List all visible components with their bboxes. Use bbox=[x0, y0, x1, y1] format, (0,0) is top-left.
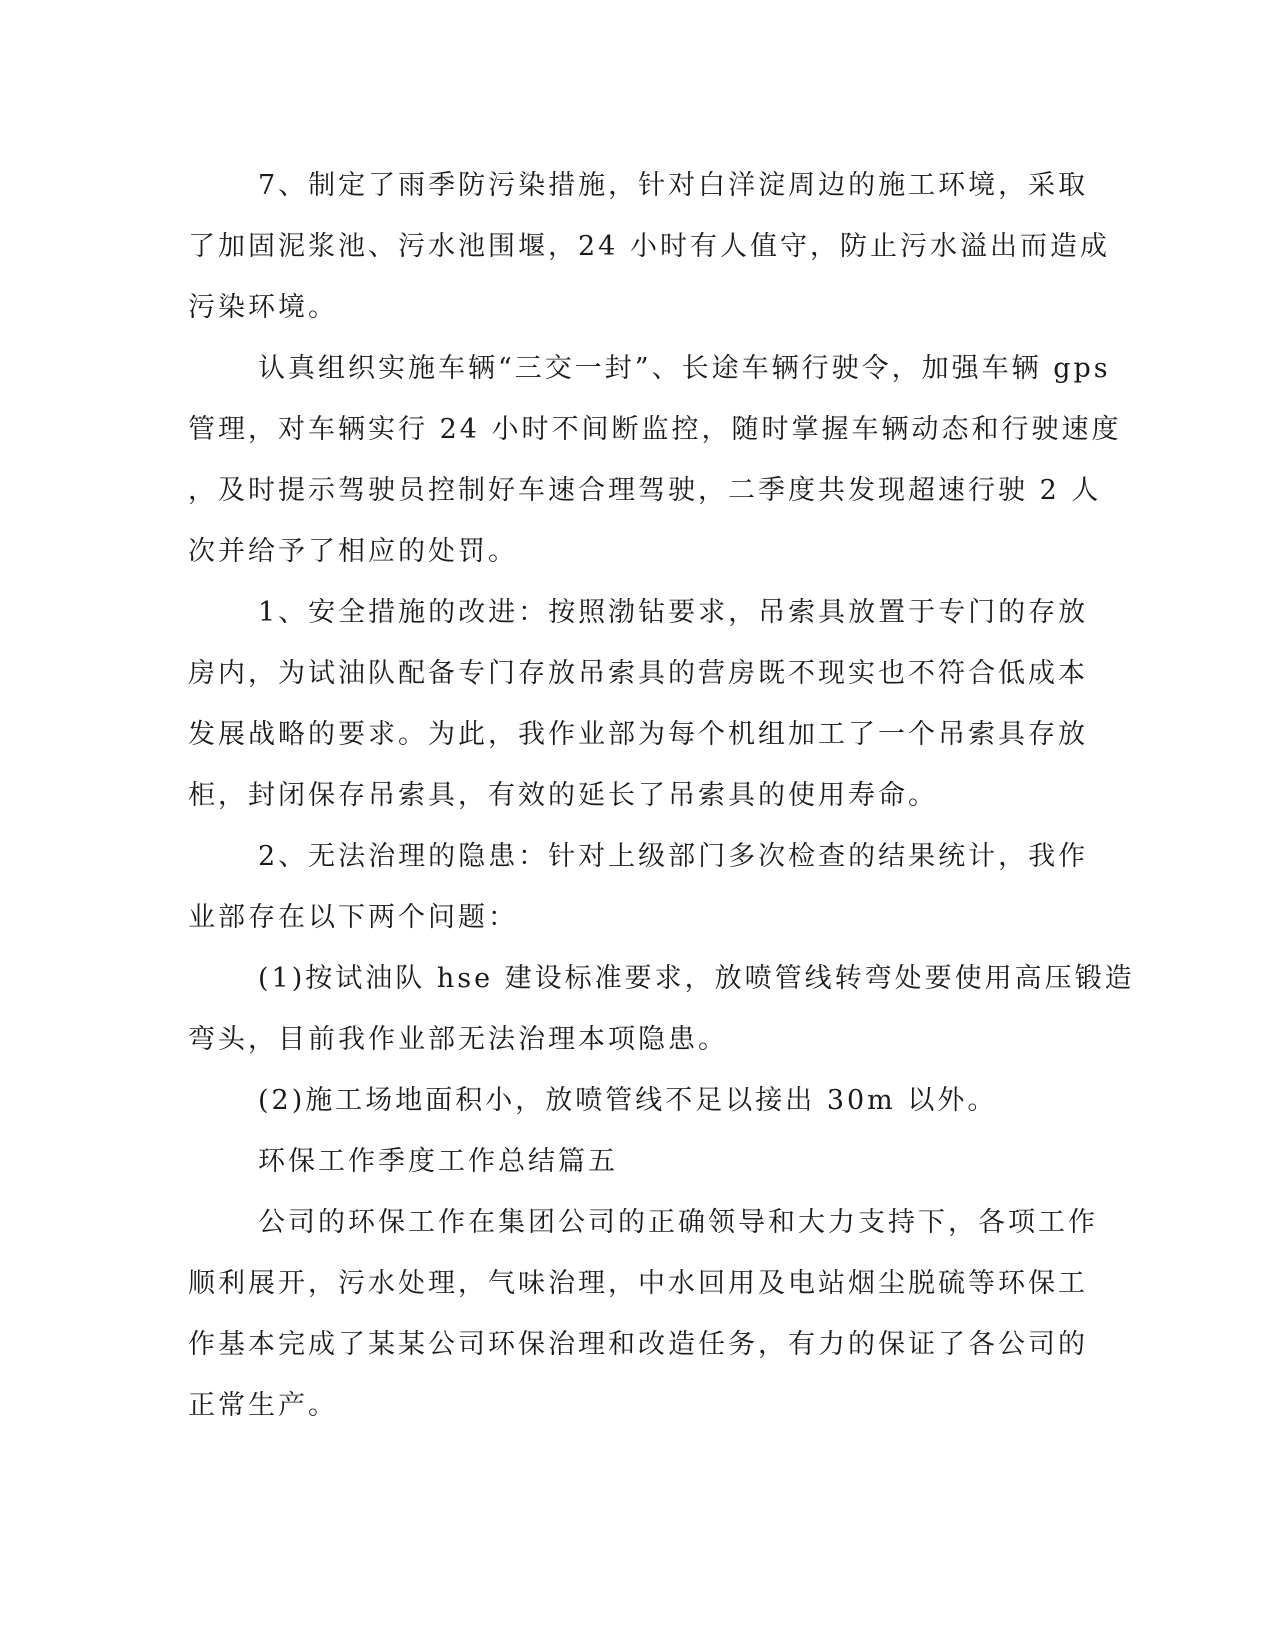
text-line: 正常生产。 bbox=[188, 1390, 338, 1421]
section-heading bbox=[188, 1131, 1068, 1192]
text-line: 房内，为试油队配备专门存放吊索具的营房既不现实也不符合低成本 bbox=[188, 658, 1088, 689]
paragraph-untreatable-hazards bbox=[188, 826, 1089, 948]
text-line: 次并给予了相应的处罚。 bbox=[188, 536, 518, 567]
text-line: 7、制定了雨季防污染措施，针对白洋淀周边的施工环境，采取 bbox=[258, 170, 1089, 201]
section-title: 环保工作季度工作总结篇五 bbox=[258, 1146, 618, 1177]
text-line: (1)按试油队 hse 建设标准要求，放喷管线转弯处要使用高压锻造 bbox=[258, 963, 1135, 994]
text-line: (2)施工场地面积小，放喷管线不足以接出 30m 以外。 bbox=[258, 1085, 998, 1116]
document-body bbox=[188, 155, 1135, 1436]
paragraph-hazard-item-1 bbox=[188, 948, 1135, 1070]
text-line: 了加固泥浆池、污水池围堰，24 小时有人值守，防止污水溢出而造成 bbox=[188, 231, 1110, 262]
text-line: ，及时提示驾驶员控制好车速合理驾驶，二季度共发现超速行驶 2 人 bbox=[188, 475, 1102, 506]
text-line: 公司的环保工作在集团公司的正确领导和大力支持下，各项工作 bbox=[258, 1207, 1098, 1238]
text-line: 管理，对车辆实行 24 小时不间断监控，随时掌握车辆动态和行驶速度 bbox=[188, 414, 1122, 445]
paragraph-rainy-season-measures bbox=[188, 155, 1110, 338]
text-line: 作基本完成了某某公司环保治理和改造任务，有力的保证了各公司的 bbox=[188, 1329, 1088, 1360]
text-line: 污染环境。 bbox=[188, 292, 338, 323]
text-line: 顺利展开，污水处理，气味治理，中水回用及电站烟尘脱硫等环保工 bbox=[188, 1268, 1088, 1299]
paragraph-safety-improvement bbox=[188, 582, 1089, 826]
paragraph-environmental-work bbox=[188, 1192, 1098, 1436]
paragraph-hazard-item-2 bbox=[188, 1070, 1068, 1131]
text-line: 柜，封闭保存吊索具，有效的延长了吊索具的使用寿命。 bbox=[188, 780, 938, 811]
text-line: 2、无法治理的隐患：针对上级部门多次检查的结果统计，我作 bbox=[258, 841, 1089, 872]
paragraph-vehicle-management bbox=[188, 338, 1122, 582]
text-line: 发展战略的要求。为此，我作业部为每个机组加工了一个吊索具存放 bbox=[188, 719, 1088, 750]
text-line: 业部存在以下两个问题： bbox=[188, 902, 518, 933]
text-line: 1、安全措施的改进：按照渤钻要求，吊索具放置于专门的存放 bbox=[258, 597, 1089, 628]
text-line: 弯头，目前我作业部无法治理本项隐患。 bbox=[188, 1024, 728, 1055]
text-line: 认真组织实施车辆“三交一封”、长途车辆行驶令，加强车辆 gps bbox=[258, 353, 1111, 384]
